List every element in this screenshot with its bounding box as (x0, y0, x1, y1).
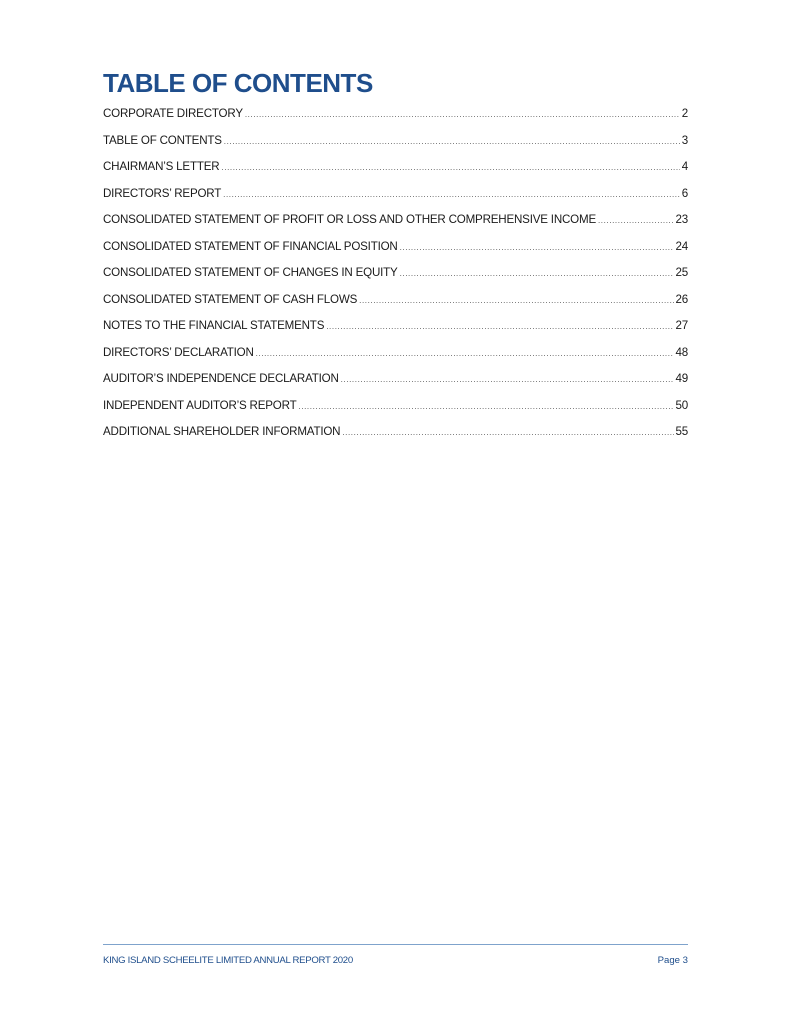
footer-divider (103, 944, 688, 945)
dot-leader (224, 137, 680, 146)
toc-entry-label: CONSOLIDATED STATEMENT OF PROFIT OR LOSS AND OTHER COMPREHENSIVE INCOME (103, 213, 596, 226)
toc-entry-page: 3 (681, 133, 688, 147)
toc-entry[interactable] (103, 293, 688, 320)
toc-entry[interactable] (103, 160, 688, 187)
toc-entry-page: 25 (675, 266, 688, 279)
toc-entry-label: CORPORATE DIRECTORY (103, 107, 243, 120)
toc-entry-page: 48 (675, 345, 688, 359)
toc-entry-label: INDEPENDENT AUDITOR’S REPORT (103, 398, 297, 412)
toc-entry-label: CHAIRMAN’S LETTER (103, 160, 220, 173)
toc-entry-page: 23 (675, 213, 688, 226)
toc-entry[interactable] (103, 213, 688, 240)
toc-entry[interactable] (103, 346, 688, 373)
toc-entry[interactable] (103, 107, 688, 134)
toc-entry[interactable] (103, 266, 688, 293)
toc-entry[interactable] (103, 372, 688, 399)
toc-entry-label: ADDITIONAL SHAREHOLDER INFORMATION (103, 425, 341, 438)
toc-entry-label: CONSOLIDATED STATEMENT OF CASH FLOWS (103, 292, 358, 306)
dot-leader (359, 296, 673, 305)
toc-entry-label: CONSOLIDATED STATEMENT OF CHANGES IN EQUITY (103, 266, 398, 279)
toc-entry-label: TABLE OF CONTENTS (103, 133, 222, 147)
footer-page-number: Page 3 (657, 955, 688, 966)
toc-entry-page: 24 (675, 239, 688, 253)
toc-entry-page: 2 (681, 107, 688, 120)
toc-entry-label: DIRECTORS’ DECLARATION (103, 345, 254, 359)
toc-entry-page: 49 (675, 372, 688, 385)
dot-leader (221, 163, 679, 172)
dot-leader (598, 216, 674, 225)
toc-entry[interactable] (103, 240, 688, 267)
toc-list (103, 107, 688, 452)
toc-entry-page: 4 (681, 160, 688, 173)
dot-leader (245, 110, 680, 119)
dot-leader (341, 375, 674, 384)
dot-leader (298, 402, 673, 411)
toc-entry-page: 50 (675, 398, 688, 412)
toc-entry[interactable] (103, 399, 688, 426)
toc-entry-page: 27 (675, 319, 688, 332)
toc-entry-page: 6 (681, 186, 688, 200)
toc-entry-page: 26 (675, 292, 688, 306)
toc-entry-page: 55 (675, 425, 688, 438)
toc-entry-label: NOTES TO THE FINANCIAL STATEMENTS (103, 319, 325, 332)
toc-entry[interactable] (103, 319, 688, 346)
page-title: TABLE OF CONTENTS (103, 68, 373, 98)
footer-report-name: KING ISLAND SCHEELITE LIMITED ANNUAL REPORT 2020 (103, 955, 353, 966)
dot-leader (400, 243, 674, 252)
toc-entry-label: CONSOLIDATED STATEMENT OF FINANCIAL POSITION (103, 239, 398, 253)
dot-leader (342, 428, 673, 437)
toc-entry-label: AUDITOR’S INDEPENDENCE DECLARATION (103, 372, 339, 385)
toc-entry[interactable] (103, 134, 688, 161)
dot-leader (223, 190, 680, 199)
toc-entry-label: DIRECTORS’ REPORT (103, 186, 222, 200)
dot-leader (400, 269, 674, 278)
toc-entry[interactable] (103, 425, 688, 452)
toc-entry[interactable] (103, 187, 688, 214)
dot-leader (326, 322, 673, 331)
dot-leader (256, 349, 674, 358)
